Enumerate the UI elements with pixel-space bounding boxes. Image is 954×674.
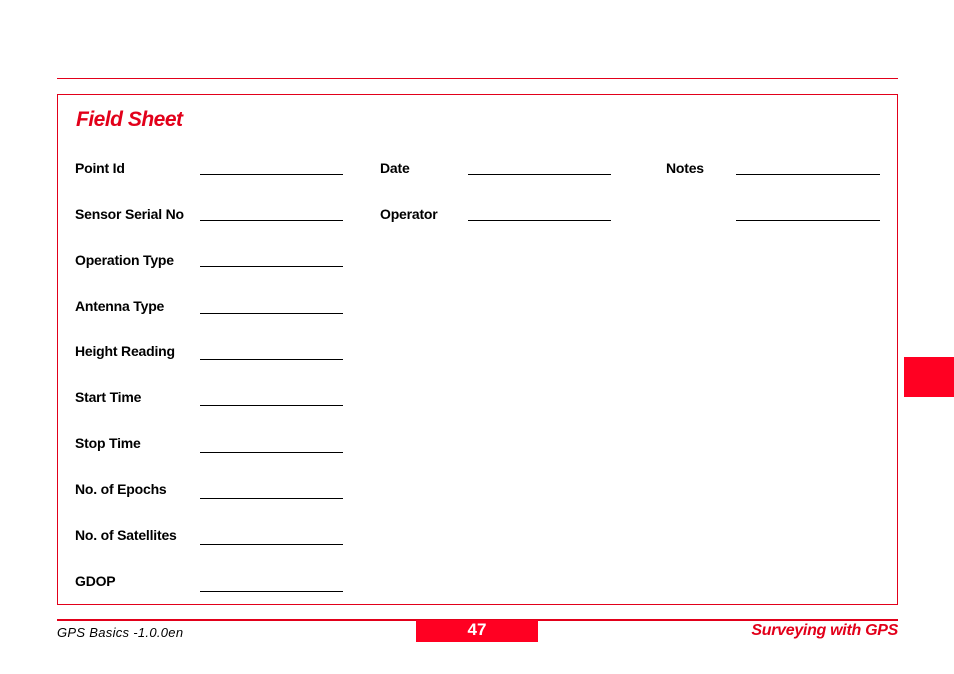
blank-antenna-type — [200, 313, 343, 314]
blank-stop-time — [200, 452, 343, 453]
label-operator: Operator — [380, 206, 438, 222]
label-start-time: Start Time — [75, 389, 142, 405]
field-sheet-frame — [57, 94, 898, 605]
blank-notes-line-1 — [736, 174, 880, 175]
sheet-title: Field Sheet — [76, 108, 183, 131]
blank-operation-type — [200, 266, 343, 267]
chapter-tab-marker — [904, 357, 954, 397]
blank-point-id — [200, 174, 343, 175]
blank-gdop — [200, 591, 343, 592]
label-point-id: Point Id — [75, 160, 125, 176]
blank-no-of-epochs — [200, 498, 343, 499]
label-no-of-epochs: No. of Epochs — [75, 481, 167, 497]
blank-no-of-satellites — [200, 544, 343, 545]
label-date: Date — [380, 160, 410, 176]
blank-start-time — [200, 405, 343, 406]
label-no-of-satellites: No. of Satellites — [75, 527, 177, 543]
label-sensor-serial-no: Sensor Serial No — [75, 206, 184, 222]
label-gdop: GDOP — [75, 573, 116, 589]
label-antenna-type: Antenna Type — [75, 298, 165, 314]
label-height-reading: Height Reading — [75, 343, 175, 359]
blank-sensor-serial-no — [200, 220, 343, 221]
page-number: 47 — [416, 620, 538, 642]
label-stop-time: Stop Time — [75, 435, 141, 451]
chapter-title: Surveying with GPS — [751, 622, 898, 639]
document-id: GPS Basics -1.0.0en — [57, 625, 184, 640]
blank-operator — [468, 220, 611, 221]
blank-notes-line-2 — [736, 220, 880, 221]
label-notes: Notes — [666, 160, 704, 176]
top-divider — [57, 78, 898, 79]
blank-height-reading — [200, 359, 343, 360]
label-operation-type: Operation Type — [75, 252, 174, 268]
blank-date — [468, 174, 611, 175]
